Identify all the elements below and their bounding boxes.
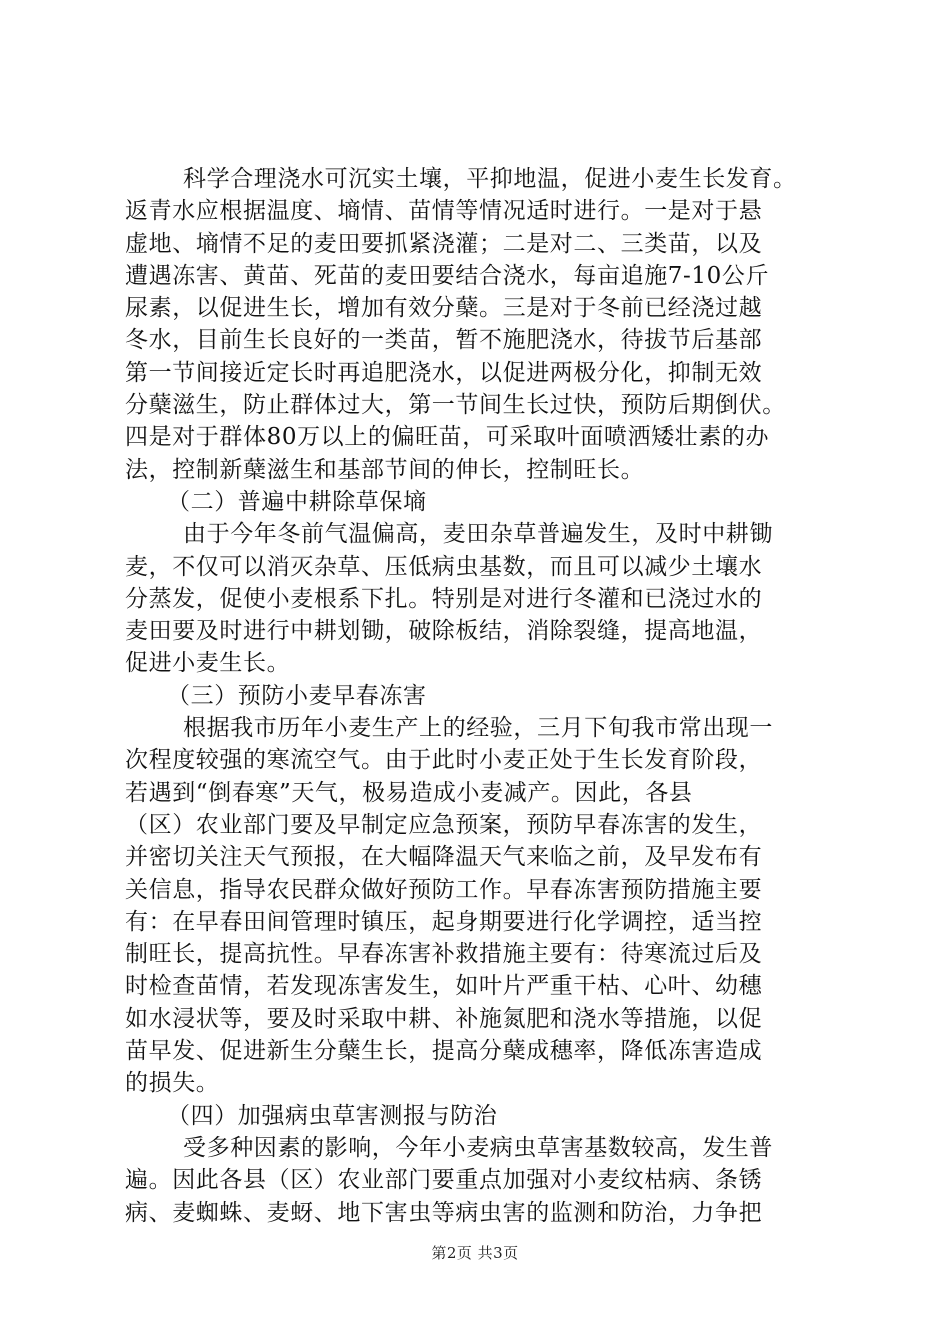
page-number-footer: 第2页 共3页 xyxy=(431,1244,519,1262)
paragraph-line: 并密切关注天气预报，在大幅降温天气来临之前，及早发布有 xyxy=(125,844,763,871)
paragraph-line: 若遇到“倒春寒”天气，极易造成小麦减产。因此，各县 xyxy=(125,779,693,806)
paragraph-line: 受多种因素的影响，今年小麦病虫草害基数较高，发生普 xyxy=(183,1134,773,1161)
section-heading: （二）普遍中耕除草保墒 xyxy=(167,488,427,515)
section-heading: （三）预防小麦早春冻害 xyxy=(167,682,427,709)
paragraph-line: 麦，不仅可以消灭杂草、压低病虫基数，而且可以减少土壤水 xyxy=(125,553,763,580)
paragraph-line: 由于今年冬前气温偏高，麦田杂草普遍发生，及时中耕锄 xyxy=(183,521,773,548)
paragraph-line: 有：在早春田间管理时镇压，起身期要进行化学调控，适当控 xyxy=(125,908,763,935)
paragraph-line: 返青水应根据温度、墒情、苗情等情况适时进行。一是对于悬 xyxy=(125,198,763,225)
document-body xyxy=(125,163,837,1229)
paragraph-line: 次程度较强的寒流空气。由于此时小麦正处于生长发育阶段， xyxy=(125,747,763,774)
paragraph-line: 关信息，指导农民群众做好预防工作。早春冻害预防措施主要 xyxy=(125,876,763,903)
paragraph-line: 制旺长，提高抗性。早春冻害补救措施主要有：待寒流过后及 xyxy=(125,941,763,968)
paragraph-line: 分蘖滋生，防止群体过大，第一节间生长过快，预防后期倒伏。 xyxy=(125,392,786,419)
paragraph-line: 科学合理浇水可沉实土壤，平抑地温，促进小麦生长发育。 xyxy=(183,166,797,192)
paragraph-line: 遭遇冻害、黄苗、死苗的麦田要结合浇水，每亩追施7-10公斤 xyxy=(125,262,770,289)
paragraph-line: 病、麦蜘蛛、麦蚜、地下害虫等病虫害的监测和防治，力争把 xyxy=(125,1199,763,1226)
paragraph-line: 促进小麦生长。 xyxy=(125,650,291,677)
paragraph-line: 虚地、墒情不足的麦田要抓紧浇灌；二是对二、三类苗，以及 xyxy=(125,230,763,257)
paragraph-line: 的损失。 xyxy=(125,1070,220,1097)
paragraph-line: 第一节间接近定长时再追肥浇水，以促进两极分化，抑制无效 xyxy=(125,359,763,386)
paragraph-line: 四是对于群体80万以上的偏旺苗，可采取叶面喷洒矮壮素的办 xyxy=(125,424,770,451)
paragraph-line: 遍。因此各县（区）农业部门要重点加强对小麦纹枯病、条锈 xyxy=(125,1167,763,1194)
paragraph-line: 尿素，以促进生长，增加有效分蘖。三是对于冬前已经浇过越 xyxy=(125,295,763,322)
paragraph-line: 麦田要及时进行中耕划锄，破除板结，消除裂缝，提高地温， xyxy=(125,618,763,645)
paragraph-line: 时检查苗情，若发现冻害发生，如叶片严重干枯、心叶、幼穗 xyxy=(125,973,763,1000)
paragraph-line: 根据我市历年小麦生产上的经验，三月下旬我市常出现一 xyxy=(183,715,773,742)
paragraph-line: 如水浸状等，要及时采取中耕、补施氮肥和浇水等措施，以促 xyxy=(125,1005,763,1032)
section-heading: （四）加强病虫草害测报与防治 xyxy=(167,1102,498,1129)
paragraph-line: （区）农业部门要及早制定应急预案，预防早春冻害的发生， xyxy=(125,811,763,838)
paragraph-line: 法，控制新蘖滋生和基部节间的伸长，控制旺长。 xyxy=(125,456,645,483)
paragraph-line: 分蒸发，促使小麦根系下扎。特别是对进行冬灌和已浇过水的 xyxy=(125,585,763,612)
paragraph-line: 冬水，目前生长良好的一类苗，暂不施肥浇水，待拔节后基部 xyxy=(125,327,763,354)
paragraph-line: 苗早发、促进新生分蘖生长，提高分蘖成穗率，降低冻害造成 xyxy=(125,1038,763,1065)
